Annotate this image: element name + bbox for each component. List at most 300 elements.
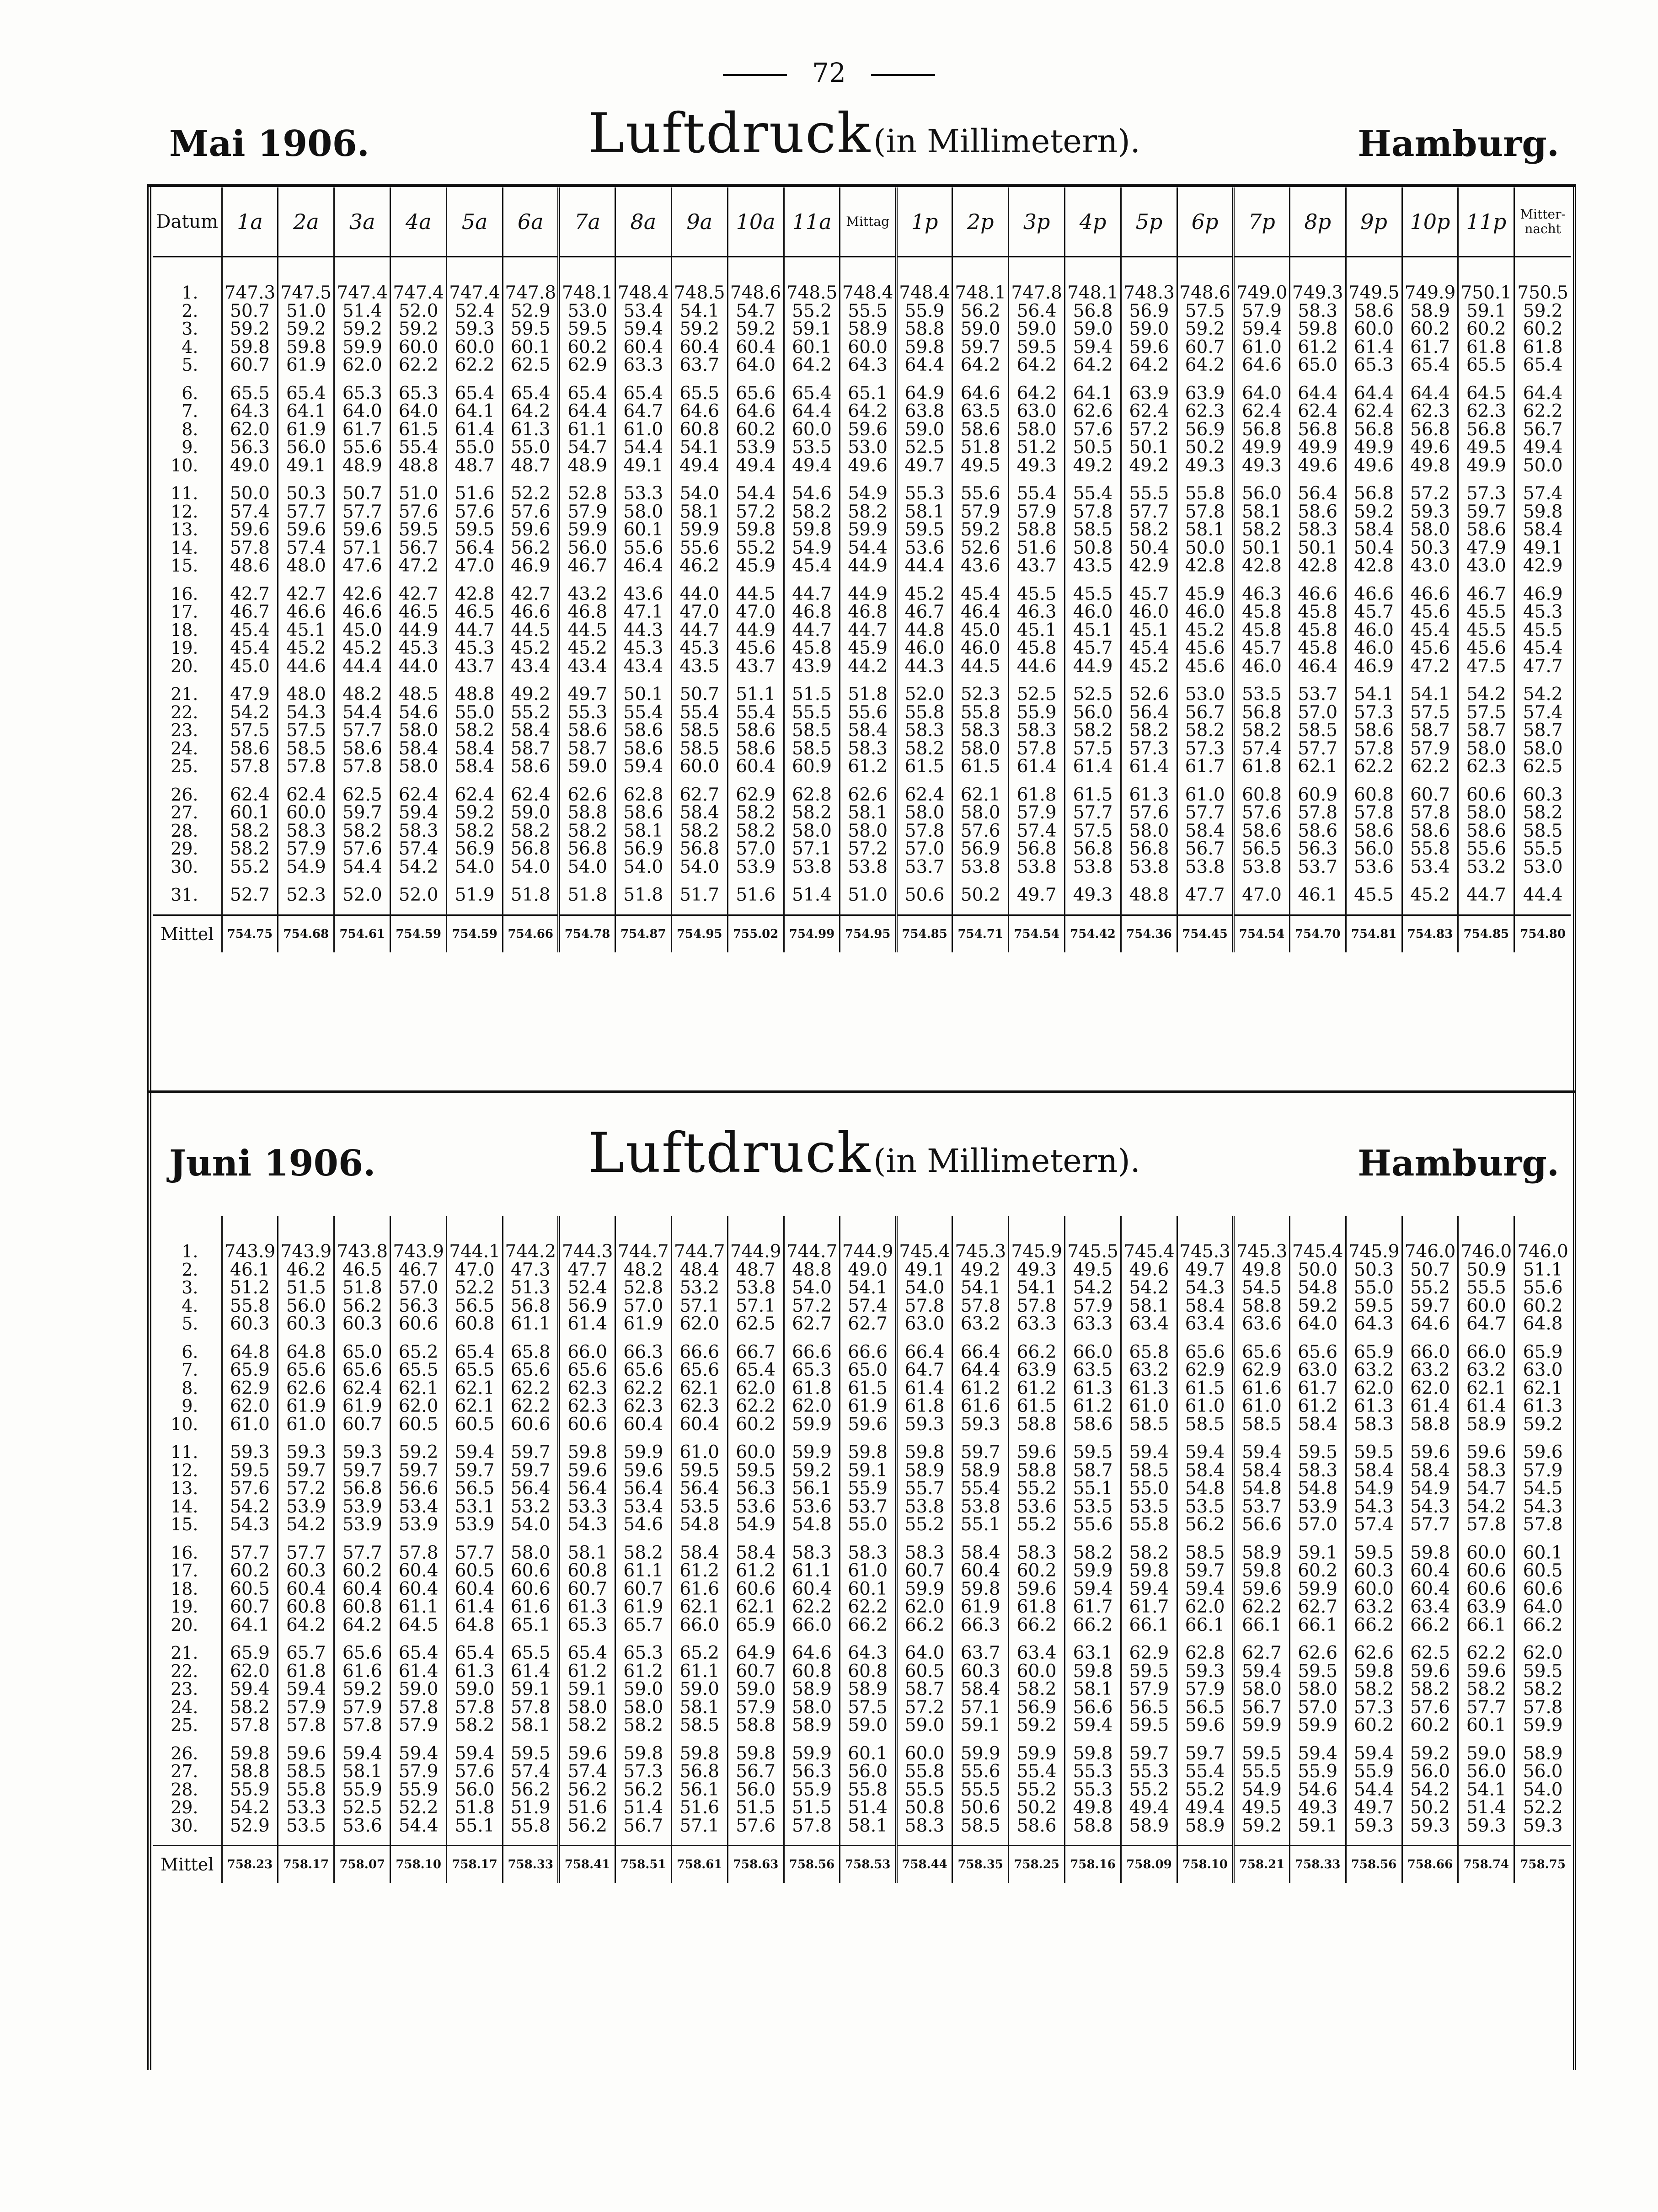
city-label: Hamburg. [1358,1143,1559,1184]
value-cell: 58.0 [615,1699,671,1717]
value-cell: 60.3 [278,1562,334,1580]
date-cell: 21. [171,1643,198,1663]
value-cell: 53.0 [1514,858,1571,876]
value-cell: 58.5 [1177,1416,1233,1434]
value-cell: 44.7 [447,621,503,640]
value-cell: 60.7 [615,1580,671,1598]
value-cell: 54.2 [222,704,278,722]
value-cell: 55.9 [1009,704,1065,722]
mean-cell: 758.56 [784,1846,840,1883]
value-cell: 58.2 [615,1544,671,1562]
value-cell: 57.7 [334,721,390,740]
value-cell: 50.5 [1065,438,1121,457]
value-cell: 58.2 [1121,1544,1177,1562]
value-cell: 53.5 [1233,685,1289,704]
value-cell: 60.4 [784,1580,840,1598]
value-cell: 44.3 [896,657,952,676]
value-cell: 60.2 [1514,1297,1571,1315]
value-cell: 55.4 [1065,485,1121,503]
value-cell: 60.1 [784,338,840,357]
value-cell: 61.3 [1346,1397,1402,1416]
value-cell: 59.3 [1346,1817,1402,1835]
value-cell: 745.4 [896,1243,952,1261]
value-cell: 47.0 [447,1261,503,1279]
value-cell: 58.2 [1233,721,1289,740]
value-cell: 49.9 [1289,438,1346,457]
value-cell: 57.9 [1402,740,1458,758]
value-cell: 61.4 [1065,758,1121,776]
value-cell: 52.2 [447,1279,503,1297]
column-header: 9a [671,187,727,257]
value-cell: 61.2 [727,1562,784,1580]
value-cell: 61.7 [1402,338,1458,357]
value-cell: 57.5 [1458,704,1514,722]
value-cell: 62.2 [1402,758,1458,776]
value-cell: 57.8 [334,1716,390,1735]
value-cell: 54.2 [1458,685,1514,704]
value-cell: 58.1 [1065,1680,1121,1699]
value-cell: 59.5 [1346,1297,1402,1315]
value-cell: 60.5 [896,1662,952,1681]
value-cell: 61.4 [1458,1397,1514,1416]
value-cell: 58.6 [1233,822,1289,840]
date-cell: 7. [182,401,198,421]
date-cell: 28. [171,820,198,841]
value-cell: 65.9 [727,1616,784,1635]
column-header: 1p [896,187,952,257]
value-cell: 59.5 [1346,1443,1402,1462]
value-cell: 52.8 [615,1279,671,1297]
value-cell: 45.7 [1233,639,1289,657]
table-row [153,1516,1571,1534]
value-cell: 56.8 [1009,840,1065,858]
value-cell: 58.2 [1346,1680,1402,1699]
value-cell: 50.1 [615,685,671,704]
title-text: Luftdruck [588,102,872,166]
table-row [153,804,1571,822]
value-cell: 44.9 [390,621,447,640]
value-cell: 60.6 [390,1315,447,1333]
value-cell: 747.5 [278,284,334,302]
value-cell: 58.0 [1458,804,1514,822]
value-cell: 59.5 [671,1462,727,1480]
value-cell: 56.9 [1121,302,1177,321]
value-cell: 58.5 [278,1763,334,1781]
value-cell: 64.0 [896,1644,952,1662]
value-cell: 54.1 [840,1279,896,1297]
value-cell: 747.4 [334,284,390,302]
value-cell: 59.7 [1402,1297,1458,1315]
table-row [153,1817,1571,1835]
value-cell: 746.0 [1402,1243,1458,1261]
value-cell: 63.4 [1177,1315,1233,1333]
value-cell: 64.1 [278,402,334,421]
value-cell: 745.3 [1177,1243,1233,1261]
value-cell: 58.3 [1458,1462,1514,1480]
value-cell: 58.8 [1009,1416,1065,1434]
value-cell: 61.1 [503,1315,559,1333]
value-cell: 58.2 [1233,521,1289,539]
value-cell: 62.4 [278,786,334,804]
value-cell: 58.3 [1289,521,1346,539]
value-cell: 59.1 [559,1680,615,1699]
value-cell: 745.5 [1065,1243,1121,1261]
value-cell: 51.8 [334,1279,390,1297]
date-cell: 26. [171,784,198,805]
table-row [153,557,1571,575]
value-cell: 54.5 [1514,1480,1571,1498]
value-cell: 62.2 [503,1379,559,1398]
value-cell: 47.0 [671,603,727,621]
value-cell: 52.3 [952,685,1009,704]
value-cell: 52.3 [278,886,334,904]
value-cell: 743.9 [390,1243,447,1261]
column-header: Mittag [840,187,896,257]
value-cell: 59.6 [1402,1443,1458,1462]
value-cell: 61.6 [1233,1379,1289,1398]
table-row [153,822,1571,840]
value-cell: 59.8 [727,521,784,539]
date-cell: 2. [182,1259,198,1280]
mean-cell: 758.61 [671,1846,727,1883]
value-cell: 63.5 [1065,1361,1121,1379]
value-cell: 55.0 [447,704,503,722]
value-cell: 59.5 [1233,1745,1289,1763]
value-cell: 51.2 [222,1279,278,1297]
value-cell: 58.6 [1009,1817,1065,1835]
value-cell: 58.2 [447,1716,503,1735]
value-cell: 59.1 [784,320,840,338]
value-cell: 61.5 [1009,1397,1065,1416]
value-cell: 62.0 [1402,1379,1458,1398]
date-cell: 8. [182,419,198,439]
value-cell: 62.8 [784,786,840,804]
value-cell: 54.0 [447,858,503,876]
value-cell: 55.6 [1065,1516,1121,1534]
value-cell: 54.3 [1402,1498,1458,1516]
value-cell: 56.9 [1009,1699,1065,1717]
value-cell: 51.6 [727,886,784,904]
value-cell: 51.8 [559,886,615,904]
value-cell: 61.8 [1233,758,1289,776]
value-cell: 60.3 [1514,786,1571,804]
mean-cell: 754.99 [784,915,840,952]
value-cell: 53.4 [1402,858,1458,876]
value-cell: 45.6 [1402,639,1458,657]
value-cell: 59.9 [615,1443,671,1462]
value-cell: 58.9 [1402,302,1458,321]
value-cell: 53.5 [1177,1498,1233,1516]
value-cell: 58.0 [896,804,952,822]
value-cell: 62.2 [390,356,447,374]
value-cell: 44.9 [840,557,896,575]
table-row [153,1462,1571,1480]
value-cell: 748.6 [727,284,784,302]
value-cell: 50.0 [1514,457,1571,475]
mean-cell: 758.63 [727,1846,784,1883]
value-cell: 53.0 [1177,685,1233,704]
value-cell: 56.1 [784,1480,840,1498]
value-cell: 53.6 [1009,1498,1065,1516]
value-cell: 50.3 [1402,539,1458,557]
mean-cell: 758.17 [447,1846,503,1883]
value-cell: 54.4 [1346,1781,1402,1799]
value-cell: 55.5 [840,302,896,321]
value-cell: 58.6 [334,740,390,758]
value-cell: 59.8 [671,1745,727,1763]
value-cell: 51.5 [784,685,840,704]
value-cell: 49.8 [1233,1261,1289,1279]
date-cell: 18. [171,620,198,640]
value-cell: 61.3 [1065,1379,1121,1398]
value-cell: 55.2 [727,539,784,557]
table-row [153,840,1571,858]
value-cell: 66.1 [1458,1616,1514,1635]
value-cell: 61.9 [278,1397,334,1416]
value-cell: 64.7 [1458,1315,1514,1333]
value-cell: 66.1 [1121,1616,1177,1635]
value-cell: 48.7 [503,457,559,475]
value-cell: 64.4 [784,402,840,421]
value-cell: 66.6 [840,1343,896,1362]
value-cell: 58.3 [896,1817,952,1835]
value-cell: 46.7 [896,603,952,621]
table-row [153,1315,1571,1333]
value-cell: 58.8 [1009,521,1065,539]
value-cell: 58.3 [896,721,952,740]
value-cell: 46.6 [334,603,390,621]
value-cell: 50.8 [896,1799,952,1817]
value-cell: 66.2 [840,1616,896,1635]
value-cell: 57.7 [334,503,390,521]
table-row [153,603,1571,621]
value-cell: 61.4 [447,421,503,439]
value-cell: 45.0 [952,621,1009,640]
value-cell: 57.8 [503,1699,559,1717]
value-cell: 57.6 [1402,1699,1458,1717]
value-cell: 53.1 [447,1498,503,1516]
value-cell: 61.2 [1065,1397,1121,1416]
value-cell: 62.0 [671,1315,727,1333]
date-cell: 1. [182,1241,198,1261]
value-cell: 65.7 [278,1644,334,1662]
value-cell: 53.9 [727,438,784,457]
value-cell: 61.2 [952,1379,1009,1398]
value-cell: 56.7 [615,1817,671,1835]
value-cell: 64.4 [1289,385,1346,403]
value-cell: 54.4 [840,539,896,557]
value-cell: 57.8 [896,822,952,840]
value-cell: 59.7 [334,804,390,822]
value-cell: 55.4 [952,1480,1009,1498]
value-cell: 64.8 [1514,1315,1571,1333]
value-cell: 61.0 [840,1562,896,1580]
value-cell: 58.5 [784,740,840,758]
month-label: Juni 1906. [169,1143,376,1184]
value-cell: 58.2 [1009,1680,1065,1699]
value-cell: 57.0 [896,840,952,858]
value-cell: 59.9 [1009,1745,1065,1763]
value-cell: 46.8 [784,603,840,621]
value-cell: 65.2 [671,1644,727,1662]
value-cell: 58.5 [671,721,727,740]
value-cell: 59.5 [1289,1443,1346,1462]
value-cell: 59.4 [1065,338,1121,357]
value-cell: 61.2 [1289,338,1346,357]
value-cell: 60.2 [1402,1716,1458,1735]
value-cell: 747.4 [447,284,503,302]
mean-cell: 758.21 [1233,1846,1289,1883]
value-cell: 58.2 [671,822,727,840]
value-cell: 60.2 [559,338,615,357]
value-cell: 62.7 [784,1315,840,1333]
value-cell: 65.6 [503,1361,559,1379]
value-cell: 60.1 [840,1580,896,1598]
table-row [153,284,1571,302]
value-cell: 55.5 [1233,1763,1289,1781]
column-header: 8a [615,187,671,257]
value-cell: 61.9 [840,1397,896,1416]
table-row [153,685,1571,704]
value-cell: 57.7 [1121,503,1177,521]
value-cell: 53.4 [615,1498,671,1516]
value-cell: 57.8 [222,758,278,776]
value-cell: 55.2 [1009,1516,1065,1534]
value-cell: 56.0 [1514,1763,1571,1781]
value-cell: 57.8 [1402,804,1458,822]
column-header: 4p [1065,187,1121,257]
value-cell: 45.6 [1402,603,1458,621]
value-cell: 58.8 [727,1716,784,1735]
value-cell: 62.9 [222,1379,278,1398]
value-cell: 55.5 [896,1781,952,1799]
value-cell: 747.3 [222,284,278,302]
value-cell: 44.9 [727,621,784,640]
value-cell: 57.9 [952,503,1009,521]
date-cell: 13. [171,519,198,540]
mean-cell: 754.36 [1121,915,1177,952]
value-cell: 56.6 [1233,1516,1289,1534]
value-cell: 61.9 [278,421,334,439]
value-cell: 51.4 [334,302,390,321]
pressure-table-juni [153,1216,1571,1883]
value-cell: 59.0 [1065,320,1121,338]
value-cell: 58.1 [503,1716,559,1735]
value-cell: 62.1 [390,1379,447,1398]
value-cell: 62.8 [1177,1644,1233,1662]
value-cell: 60.8 [784,1662,840,1681]
table-row [153,1498,1571,1516]
value-cell: 62.7 [1233,1644,1289,1662]
value-cell: 65.3 [390,385,447,403]
value-cell: 58.5 [1065,521,1121,539]
value-cell: 53.8 [840,858,896,876]
section-heading-juni [169,1122,1559,1193]
table-row [153,1379,1571,1398]
value-cell: 56.8 [1233,704,1289,722]
value-cell: 46.6 [278,603,334,621]
value-cell: 58.7 [896,1680,952,1699]
value-cell: 62.3 [559,1379,615,1398]
value-cell: 54.3 [559,1516,615,1534]
value-cell: 46.5 [390,603,447,621]
value-cell: 66.0 [671,1616,727,1635]
value-cell: 64.2 [1177,356,1233,374]
value-cell: 47.3 [503,1261,559,1279]
value-cell: 50.4 [1121,539,1177,557]
value-cell: 44.5 [503,621,559,640]
value-cell: 55.6 [671,539,727,557]
value-cell: 58.1 [1233,503,1289,521]
value-cell: 49.3 [1233,457,1289,475]
value-cell: 58.9 [784,1680,840,1699]
value-cell: 66.0 [1402,1343,1458,1362]
value-cell: 53.4 [390,1498,447,1516]
value-cell: 54.4 [390,1817,447,1835]
value-cell: 53.3 [278,1799,334,1817]
column-header: 5a [447,187,503,257]
value-cell: 54.0 [615,858,671,876]
value-cell: 57.9 [1514,1462,1571,1480]
value-cell: 58.9 [1514,1745,1571,1763]
value-cell: 63.6 [1233,1315,1289,1333]
value-cell: 65.4 [784,385,840,403]
value-cell: 43.5 [1065,557,1121,575]
value-cell: 55.5 [1514,840,1571,858]
value-cell: 49.2 [1121,457,1177,475]
value-cell: 62.0 [896,1598,952,1616]
value-cell: 58.8 [896,320,952,338]
value-cell: 49.6 [1402,438,1458,457]
value-cell: 62.3 [1402,402,1458,421]
value-cell: 58.4 [840,721,896,740]
value-cell: 62.5 [1514,758,1571,776]
value-cell: 62.5 [727,1315,784,1333]
date-cell: 23. [171,1679,198,1699]
table-row [153,704,1571,722]
value-cell: 56.8 [1121,840,1177,858]
value-cell: 61.0 [671,1443,727,1462]
value-cell: 58.2 [1402,1680,1458,1699]
value-cell: 58.2 [896,740,952,758]
value-cell: 65.4 [1514,356,1571,374]
value-cell: 60.4 [334,1580,390,1598]
value-cell: 59.8 [896,1443,952,1462]
mean-cell: 754.54 [1233,915,1289,952]
value-cell: 58.8 [1402,1416,1458,1434]
value-cell: 45.4 [222,639,278,657]
value-cell: 51.5 [784,1799,840,1817]
value-cell: 54.6 [615,1516,671,1534]
value-cell: 59.4 [1177,1443,1233,1462]
value-cell: 46.6 [1346,585,1402,604]
value-cell: 65.4 [615,385,671,403]
value-cell: 55.8 [1121,1516,1177,1534]
value-cell: 54.1 [1458,1781,1514,1799]
value-cell: 53.0 [559,302,615,321]
value-cell: 58.0 [503,1544,559,1562]
value-cell: 743.8 [334,1243,390,1261]
value-cell: 55.3 [1121,1763,1177,1781]
value-cell: 54.5 [1233,1279,1289,1297]
value-cell: 56.8 [1065,302,1121,321]
value-cell: 50.1 [1233,539,1289,557]
value-cell: 60.1 [1514,1544,1571,1562]
value-cell: 60.4 [615,1416,671,1434]
value-cell: 65.6 [615,1361,671,1379]
value-cell: 58.4 [1514,521,1571,539]
value-cell: 62.3 [559,1397,615,1416]
